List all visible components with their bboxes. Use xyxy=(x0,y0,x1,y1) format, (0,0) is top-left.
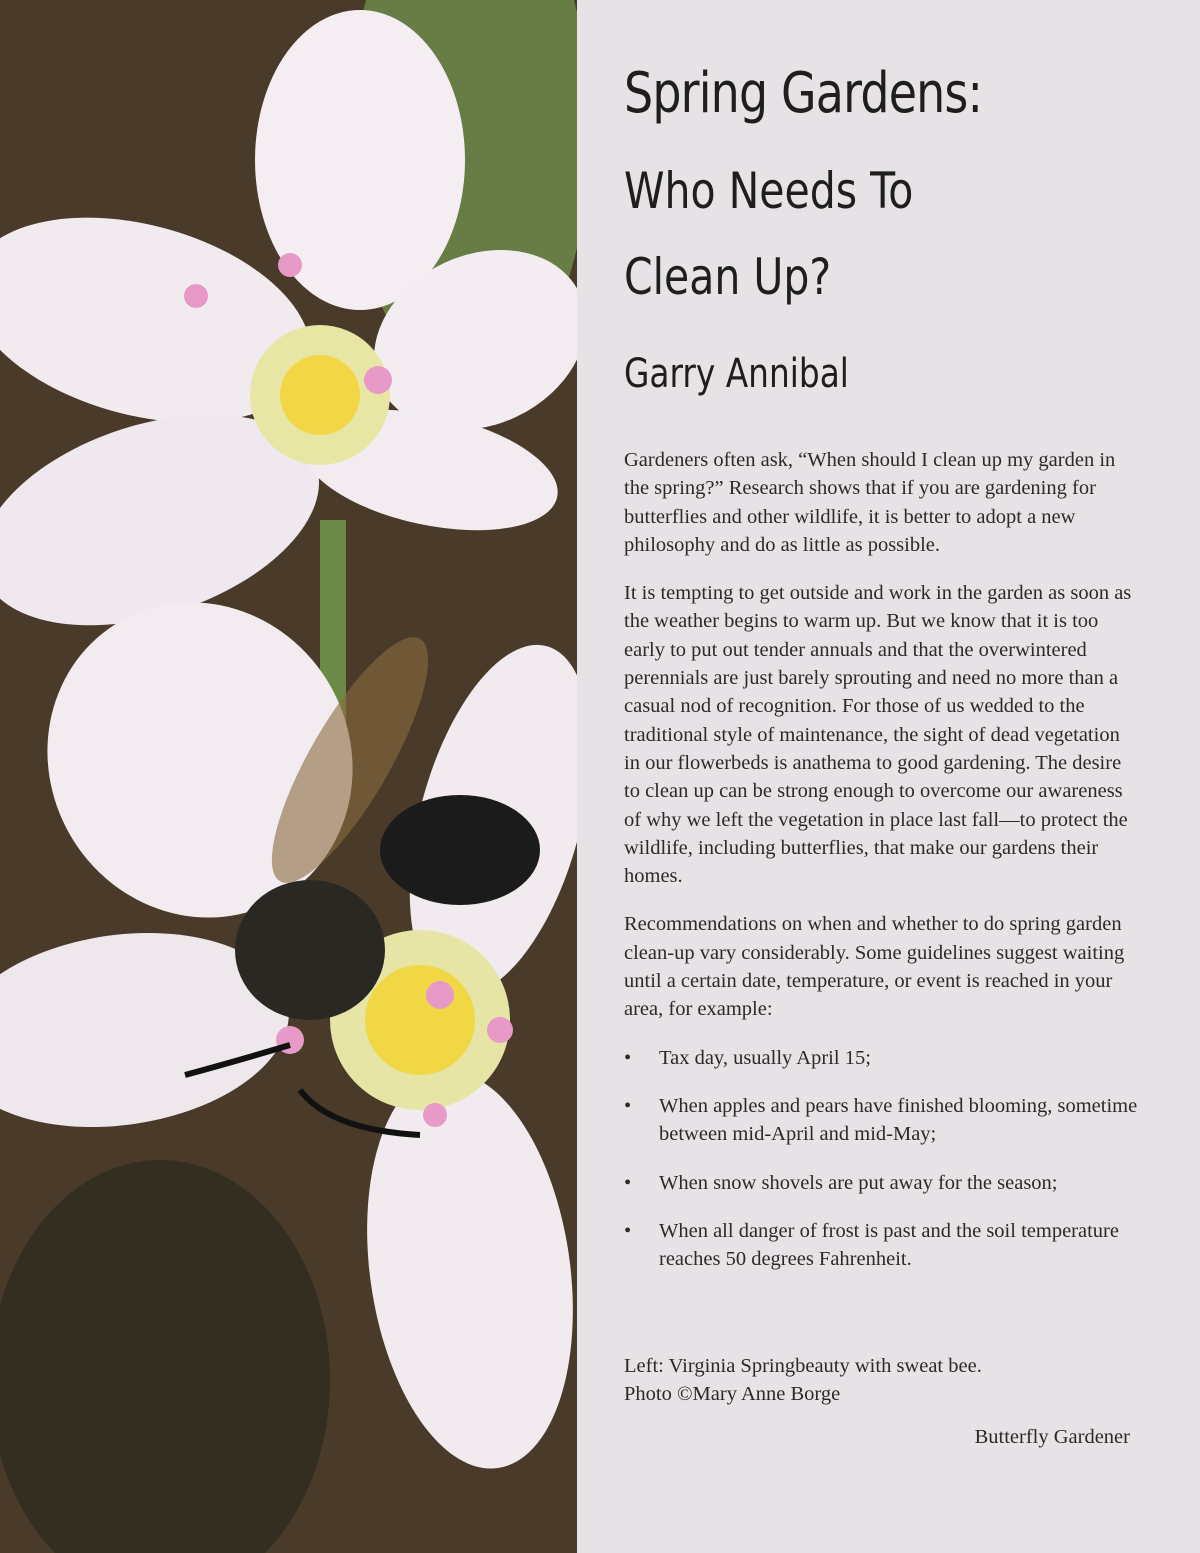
body-paragraph-1: Gardeners often ask, “When should I clean up my garden in the spring?” Research shows that if you are gardening for butterflies and other wildlife, it is better to adopt a new philosophy and do as little as possible. xyxy=(624,449,1116,556)
recommendation-list xyxy=(624,1044,1139,1274)
list-item-text: When all danger of frost is past and the soil temperature reaches 50 degrees Fahrenheit. xyxy=(659,1219,1119,1271)
caption-line-1: Left: Virginia Springbeauty with sweat bee. xyxy=(624,1355,982,1377)
list-item xyxy=(624,1044,1139,1072)
article-title-line-3: Clean Up? xyxy=(624,248,832,306)
publication-name: Butterfly Gardener xyxy=(974,1426,1130,1448)
author-name: Garry Annibal xyxy=(624,351,849,397)
body-paragraph-2: It is tempting to get outside and work in the garden as soon as the weather begins to warm up. But we know that it is too early to put out tender annuals and that the overwintered perennials are just barely sprouting and need no more than a casual nod of recognition. For those of us wedded to the traditional style of maintenance, the sight of dead vegetation in our flowerbeds is anathema to good gardening. The desire to clean up can be strong enough to overcome our awareness of why we left the vegetation in place last fall—to protect the wildlife, including butterflies, that make our gardens their homes. xyxy=(624,582,1132,888)
caption-line-2: Photo ©Mary Anne Borge xyxy=(624,1383,841,1406)
list-item xyxy=(624,1092,1139,1149)
article-title-line-2: Who Needs To xyxy=(624,162,914,220)
list-item-text: When snow shovels are put away for the season; xyxy=(659,1171,1058,1194)
bullet-icon: • xyxy=(624,1171,632,1194)
article-body xyxy=(624,446,1139,1293)
body-paragraph-3: Recommendations on when and whether to do spring garden clean-up vary considerably. Some guidelines suggest waiting until a certain date, temperature, or event is reached in your area, for example: xyxy=(624,913,1125,1021)
list-item-text: When apples and pears have finished blooming, sometime between mid-April and mid-May; xyxy=(659,1094,1138,1146)
bullet-icon: • xyxy=(624,1219,632,1242)
list-item-text: Tax day, usually April 15; xyxy=(659,1046,871,1069)
list-item xyxy=(624,1217,1139,1274)
photo-caption xyxy=(624,1352,1139,1409)
bullet-icon: • xyxy=(624,1046,632,1069)
bullet-icon: • xyxy=(624,1094,632,1117)
article-title-line-1: Spring Gardens: xyxy=(624,61,983,126)
list-item xyxy=(624,1169,1139,1197)
cover-photo xyxy=(0,0,577,1553)
